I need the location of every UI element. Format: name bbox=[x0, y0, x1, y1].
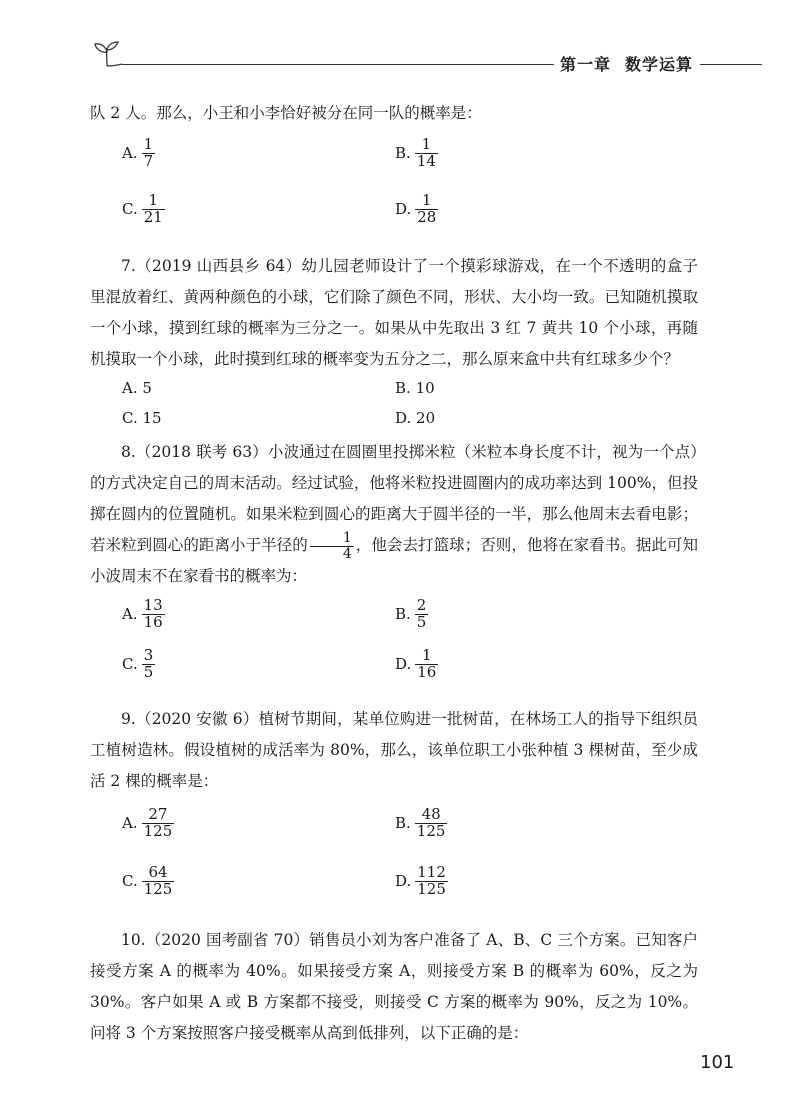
q7-option-b: B. 10 bbox=[395, 379, 435, 397]
q10-stem: 10.（2020 国考副省 70）销售员小刘为客户准备了 A、B、C 三个方案。已知客户接受方案 A 的概率为 40%。如果接受方案 A，则接受方案 B 的概率为 60%，反之为 30%。客户如果 A 或 B 方案都不接受，则接受 C 方案的概率为 90%，反之为 10%。问将 3 个方案按照客户接受概率从高到低排列，以下正确的是： bbox=[90, 931, 698, 1043]
q7-option-c: C. 15 bbox=[122, 409, 162, 427]
q9-option-d: D. $\frac{112}{125}$ bbox=[395, 863, 446, 898]
header-rule-right bbox=[700, 64, 762, 65]
q7-option-a: A. 5 bbox=[122, 379, 152, 397]
chapter-number: 第一章 bbox=[560, 55, 612, 74]
q6-option-d: D. $\frac{1}{28}$ bbox=[395, 191, 437, 226]
q9-option-c: C. $\frac{64}{125}$ bbox=[122, 863, 173, 898]
q9-options bbox=[112, 797, 698, 925]
q7-option-d: D. 20 bbox=[395, 409, 436, 427]
q7-stem: 7.（2019 山西县乡 64）幼儿园老师设计了一个摸彩球游戏，在一个不透明的盒子里混放着红、黄两种颜色的小球，它们除了颜色不同，形状、大小均一致。已知随机摸取一个小球，摸到红球的概率为三分之一。如果从中先取出 3 红 7 黄共 10 个小球，再随机摸取一个小球，此时摸到红球的概率变为五分之二，那么原来盒中共有红球多少个？ bbox=[90, 257, 698, 368]
chapter-title bbox=[560, 52, 693, 75]
q8-options bbox=[112, 592, 698, 704]
q9-option-b: B. $\frac{48}{125}$ bbox=[395, 805, 446, 840]
sprout-icon bbox=[92, 40, 122, 68]
q8-stem: 8.（2018 联考 63）小波通过在圆圈里投掷米粒（米粒本身长度不计，视为一个点）的方式决定自己的周末活动。经过试验，他将米粒投进圆圈内的成功率达到 100%，但投掷在圆内的位置随机。如果米粒到圆心的距离大于圆半径的一半，那么他周末去看电影；若米粒到圆心的距离小于半径的 $\frac{1}{4}$ ，他会去打篮球；否则，他将在家看书。据此可知小波周末不在家看书的概率为： bbox=[90, 443, 698, 586]
page-header bbox=[0, 0, 800, 90]
chapter-name: 数学运算 bbox=[625, 55, 694, 74]
header-rule-left bbox=[122, 64, 554, 65]
q8-option-c: C. $\frac{3}{5}$ bbox=[122, 646, 154, 681]
q7-options bbox=[112, 375, 698, 437]
q8-option-d: D. $\frac{1}{16}$ bbox=[395, 646, 437, 681]
q6-options bbox=[112, 129, 698, 251]
page-number: 101 bbox=[700, 1052, 735, 1073]
page-content bbox=[90, 98, 698, 1049]
q8-inline-fraction: $\frac{1}{4}$ bbox=[310, 531, 354, 561]
q9-stem: 9.（2020 安徽 6）植树节期间，某单位购进一批树苗，在林场工人的指导下组织员工植树造林。假设植树的成活率为 80%，那么，该单位职工小张种植 3 棵树苗，至少成活 2 棵的概率是： bbox=[90, 710, 698, 791]
q8-option-a: A. $\frac{13}{16}$ bbox=[122, 596, 163, 631]
q6-option-c: C. $\frac{1}{21}$ bbox=[122, 191, 163, 226]
q6-option-b: B. $\frac{1}{14}$ bbox=[395, 135, 436, 170]
q9-option-a: A. $\frac{27}{125}$ bbox=[122, 805, 173, 840]
q8-option-b: B. $\frac{2}{5}$ bbox=[395, 596, 427, 631]
q6-option-a: A. $\frac{1}{7}$ bbox=[122, 135, 154, 170]
q6-stem-tail: 队 2 人。那么，小王和小李恰好被分在同一队的概率是： bbox=[90, 104, 482, 122]
